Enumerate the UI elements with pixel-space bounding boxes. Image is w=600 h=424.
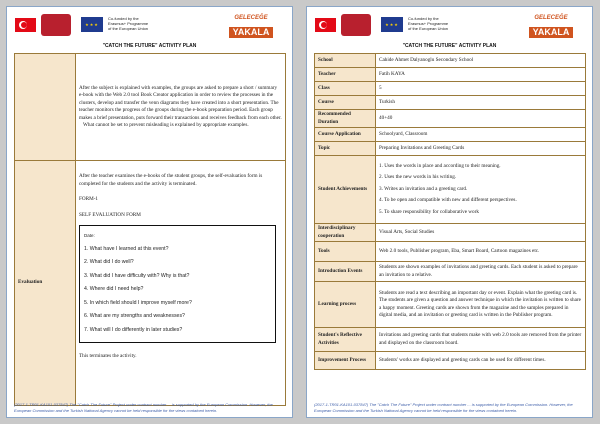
intro-events-value: Students are shown examples of invitations and greeting cards. Each student is asked to prepare an invitation to a relative. (376, 262, 586, 282)
achievements-cell (376, 156, 586, 224)
list-item: 5. In which field should I improve myself more? (84, 299, 192, 306)
table-row (315, 156, 586, 224)
form-name: FORM-1 (79, 196, 99, 202)
turkey-flag-icon (315, 18, 336, 32)
evaluation-intro: After the teacher examines the e-books of the student groups, the self-evaluation form is completed for the students and the activity is terminated. (79, 173, 263, 187)
eu-text-line: of the European Union (108, 26, 149, 31)
erasmus-text (408, 16, 448, 31)
table-row (315, 68, 586, 82)
list-item: 3. Writes an invitation and a greeting card. (379, 185, 468, 192)
reflective-value: Invitations and greeting cards that students make with web 2.0 tools are removed from the printer and displayed on the classroom board. (376, 328, 586, 352)
table-row (315, 328, 586, 352)
form-title: SELF EVALUATION FORM (79, 211, 141, 218)
tools-value: Web 2.0 tools, Publisher program, Eba, Smart Board, Cartoon magazines etc. (376, 242, 586, 262)
logo-line-2: YAKALA (529, 27, 574, 38)
table-row (315, 352, 586, 370)
application-label: Course Application (315, 128, 376, 142)
evaluation-cell (76, 161, 286, 406)
teacher-value: Fatih KAYA (376, 68, 586, 82)
table-row (315, 262, 586, 282)
empty-label-cell (15, 54, 76, 161)
table-row (315, 96, 586, 110)
page-header (7, 13, 292, 39)
eu-flag-icon: ★★★ (381, 17, 403, 32)
intro-text-2: What cannot be set to prevent misleading is explained by appropriate examples. (83, 122, 249, 128)
learning-label: Learning process (315, 282, 376, 328)
interdisciplinary-value: Visual Arts, Social Studies (376, 224, 586, 242)
document-page-left (6, 6, 293, 418)
logo-line-2: YAKALA (229, 27, 274, 38)
improvement-label: Improvement Process (315, 352, 376, 370)
list-item: 3. What did I have difficulty with? Why is that? (84, 272, 190, 279)
application-value: Schoolyard, Classroom (376, 128, 586, 142)
page-footer: (2017-1-TR01-KA101-037847) The "Catch The Future" Project under contract number ... is supported by the European Commission. However, the European Commission and the Turkish National Agency cannot be held responsible for the views contained herein. (314, 402, 573, 413)
eu-text-line: of the European Union (408, 26, 449, 31)
erasmus-text (108, 16, 148, 31)
class-value: 5 (376, 82, 586, 96)
eu-text-line: Co-funded by the (408, 16, 439, 21)
list-item: 6. What are my strengths and weaknesses? (84, 313, 185, 319)
intro-events-label: Introduction Events (315, 262, 376, 282)
list-item: 1. What have I learned at this event? (84, 245, 169, 252)
reflective-label: Student's Reflective Activities (315, 328, 376, 352)
eu-text-line: Erasmus+ Programme (108, 21, 149, 26)
table-row (315, 82, 586, 96)
list-item: 2. What did I do well? (84, 259, 134, 265)
achievements-label: Student Achievements (315, 156, 376, 224)
table-row (315, 54, 586, 68)
page-footer: (2017-1-TR01-KA101-037847) The "Catch The Future" Project under contract number ... is supported by the European Commission. However, the European Commission and the Turkish National Agency cannot be held responsible for the views contained herein. (14, 402, 273, 413)
closing-text: This terminates the activity. (79, 353, 137, 359)
interdisciplinary-label: Interdisciplinary cooperation (315, 224, 376, 242)
duration-value: 40+40 (376, 110, 586, 128)
national-agency-logo-icon (341, 14, 371, 36)
table-row (15, 54, 286, 161)
list-item: 7. What will I do differently in later studies? (84, 326, 183, 333)
self-evaluation-form (79, 225, 276, 343)
improvement-value: Students' works are displayed and greeting cards can be used for different times. (376, 352, 586, 370)
topic-label: Topic (315, 142, 376, 156)
activity-plan-table (14, 53, 286, 406)
logo-line-1: GELECEĞE (534, 15, 568, 21)
table-row (315, 224, 586, 242)
table-row (315, 242, 586, 262)
course-value: Turkish (376, 96, 586, 110)
school-label: School (315, 54, 376, 68)
document-title: "CATCH THE FUTURE" ACTIVITY PLAN (402, 43, 497, 49)
eu-text-line: Co-funded by the (108, 16, 139, 21)
evaluation-label: Evaluation (15, 161, 76, 406)
eu-flag-icon: ★★★ (81, 17, 103, 32)
list-item: 2. Uses the new words in his writing. (379, 174, 457, 181)
national-agency-logo-icon (41, 14, 71, 36)
logo-line-1: GELECEĞE (234, 15, 268, 21)
page-header (307, 13, 592, 39)
list-item: 5. To share responsibility for collaborative work (379, 208, 479, 215)
learning-value: Students are read a text describing an important day or event. Explain what the greeting card is. The students are given a question and answer technique in which the invitation is written to share a happy moment. Greeting cards are shown from the magazine and the samples prepared in digital media, and an invitation or greeting card is written in the Publisher program. (376, 282, 586, 328)
form-date: Date: (84, 233, 95, 238)
table-row (315, 142, 586, 156)
table-row (315, 282, 586, 328)
document-page-right (306, 6, 593, 418)
project-logo (219, 15, 283, 35)
tools-label: Tools (315, 242, 376, 262)
intro-cell (76, 54, 286, 161)
table-row (315, 128, 586, 142)
intro-text: After the subject is explained with examples, the groups are asked to prepare a short / summary e-book with the Web 2.0 tool Book Creator application in order to review the processes in the clusters, develop and transfer the venn diagrams they have created into a short presentation. The teacher monitors the progress of the groups during the e-book preparation period. Each group makes a brief presentation, puts forward their transactions and receives feedback from each other. (79, 84, 282, 121)
list-item: 4. To be open and compatible with new and different perspectives. (379, 197, 517, 204)
course-label: Course (315, 96, 376, 110)
teacher-label: Teacher (315, 68, 376, 82)
list-item: 1. Uses the words in place and according to their meaning. (379, 162, 501, 169)
question-list (84, 246, 271, 335)
duration-label: Recommended Duration (315, 110, 376, 128)
turkey-flag-icon (15, 18, 36, 32)
table-row (315, 110, 586, 128)
school-value: Cahide Ahmet Dalyanoglu Secondary School (376, 54, 586, 68)
eu-text-line: Erasmus+ Programme (408, 21, 449, 26)
project-logo (519, 15, 583, 35)
document-title: "CATCH THE FUTURE" ACTIVITY PLAN (102, 43, 197, 49)
lesson-info-table (314, 53, 586, 370)
table-row (15, 161, 286, 406)
topic-value: Preparing Invitations and Greeting Cards (376, 142, 586, 156)
class-label: Class (315, 82, 376, 96)
list-item: 4. Where did I need help? (84, 286, 144, 292)
